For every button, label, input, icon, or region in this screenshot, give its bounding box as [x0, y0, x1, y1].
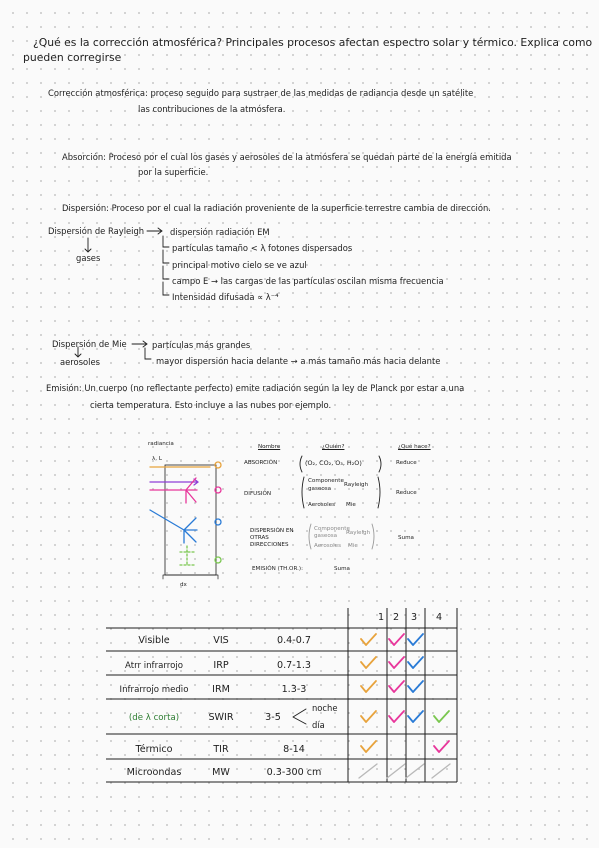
mie-sub: aerosoles — [60, 357, 100, 367]
diagram-row3-who-1b: gaseosa — [314, 533, 338, 539]
dispersion-text: Dispersión: Proceso por el cual la radiación proveniente de la superficie terrestre cambia de dirección. — [62, 203, 491, 213]
row-swir-range: 3-5 — [265, 712, 281, 723]
atmosphere-diagram — [150, 462, 221, 579]
row-tir-name: Térmico — [135, 744, 173, 755]
diagram-row2-who-2b: Mie — [346, 502, 356, 508]
swir-brace — [293, 709, 306, 724]
rayleigh-title: Dispersión de Rayleigh — [48, 226, 145, 236]
diagram-row3-name: DISPERSIÓN EN OTRAS DIRECCIONES — [250, 528, 294, 548]
check-mark-icon — [408, 634, 423, 645]
diagram-label-top: radiancia — [148, 441, 174, 447]
rayleigh-item-4: campo E → las cargas de las partículas oscilan misma frecuencia — [172, 276, 444, 286]
definition-line-1: Corrección atmosférica: proceso seguido para sustraer de las medidas de radiancia desde un satélite — [48, 88, 474, 98]
check-mark-icon — [361, 741, 376, 752]
diagram-row3-who-2b: Mie — [348, 543, 358, 549]
diagram-row1-name: ABSORCIÓN — [244, 460, 278, 466]
diagram-row1-who: (O₂, CO₂, O₃, H₂O) — [305, 459, 362, 467]
question-line-1: ¿Qué es la corrección atmosférica? Principales procesos afectan espectro solar y térmico. Explica como — [33, 36, 593, 49]
row-mw-name: Microondas — [126, 767, 182, 778]
check-mark-icon — [434, 741, 449, 752]
rayleigh-item-1: dispersión radiación EM — [170, 227, 270, 237]
row-swir-note-night: noche — [312, 703, 338, 713]
rayleigh-arrow — [147, 228, 162, 234]
mie-title: Dispersión de Mie — [52, 339, 127, 349]
check-mark-icon — [434, 711, 449, 722]
diagram-row2-who-1c: Rayleigh — [344, 482, 369, 488]
question-line-2: pueden corregirse — [23, 51, 122, 64]
checks-layer — [359, 634, 450, 778]
row-visible-range: 0.4-0.7 — [277, 635, 311, 646]
absorption-line-1: Absorción: Proceso por el cual los gases y aerosoles de la atmósfera se quedan parte de la energía emitida — [62, 152, 512, 162]
emission-line-2: cierta temperatura. Esto incluye a las nubes por ejemplo. — [90, 400, 332, 410]
diagram-label-bottom: dx — [180, 582, 187, 588]
rayleigh-down-arrow — [85, 238, 91, 252]
row-irm-name: Infrarrojo medio — [119, 685, 189, 695]
check-mark-icon — [432, 764, 450, 778]
row-tir-range: 8-14 — [283, 744, 305, 755]
diagram-row2-who-1a: Componente — [308, 478, 344, 484]
row-irp-name: Atrr infrarrojo — [124, 661, 184, 671]
diagram-row3-does: Suma — [398, 535, 414, 541]
mie-item-2: mayor dispersión hacia delante → a más tamaño más hacia delante — [156, 356, 441, 366]
col-number-2: 2 — [392, 612, 400, 623]
check-mark-icon — [406, 764, 424, 778]
mie-arrow — [132, 341, 147, 347]
diagram-row1-does: Reduce — [396, 460, 417, 466]
row-irm-range: 1.3-3 — [281, 684, 307, 695]
check-mark-icon — [408, 711, 423, 722]
row-mw-range: 0.3-300 cm — [266, 767, 322, 778]
col-number-1: 1 — [377, 612, 385, 623]
check-mark-icon — [389, 657, 404, 668]
row-irp-range: 0.7-1.3 — [277, 660, 311, 671]
row-irm-abbr: IRM — [212, 684, 230, 695]
row-irp-abbr: IRP — [213, 660, 229, 671]
check-mark-icon — [408, 657, 423, 668]
check-mark-icon — [387, 764, 405, 778]
definition-line-2: las contribuciones de la atmósfera. — [138, 104, 286, 114]
emission-line-1: Emisión: Un cuerpo (no reflectante perfecto) emite radiación según la ley de Planck por estar a una — [46, 383, 465, 393]
check-mark-icon — [389, 711, 404, 722]
rayleigh-item-2: partículas tamaño < λ fotones dispersados — [172, 243, 353, 253]
check-mark-icon — [389, 681, 404, 692]
row-swir-note-day: día — [312, 720, 325, 730]
diagram-row2-name: DIFUSIÓN — [244, 491, 272, 497]
col-number-3: 3 — [410, 612, 418, 623]
check-mark-icon — [361, 681, 376, 692]
diagram-row3-who-2a: Aerosoles — [314, 543, 342, 549]
diagram-row4-name: EMISIÓN (TH.OR.): — [252, 566, 303, 572]
diagram-row3-who-1a: Componente — [314, 526, 350, 532]
rayleigh-item-5: Intensidad difusada ∝ λ⁻⁴ — [172, 292, 279, 302]
row-swir-abbr: SWIR — [208, 712, 234, 723]
rayleigh-sub: gases — [76, 253, 101, 263]
diagram-header-who: ¿Quién? — [322, 444, 345, 450]
mie-item-1: partículas más grandes — [152, 340, 251, 350]
diagram-row2-who-2a: Aerosoles — [308, 502, 336, 508]
check-mark-icon — [361, 711, 376, 722]
diagram-row4-does: Suma — [334, 566, 350, 572]
row-tir-abbr: TIR — [213, 744, 229, 755]
diagram-row2-does: Reduce — [396, 490, 417, 496]
diagram-header-does: ¿Qué hace? — [398, 444, 431, 450]
row-visible-abbr: VIS — [213, 635, 229, 646]
check-mark-icon — [359, 764, 377, 778]
rayleigh-item-3: principal motivo cielo se ve azul — [172, 260, 307, 270]
check-mark-icon — [389, 634, 404, 645]
row-swir-name: (de λ corta) — [128, 713, 180, 723]
check-mark-icon — [408, 681, 423, 692]
col-number-4: 4 — [435, 612, 443, 623]
row-mw-abbr: MW — [212, 767, 230, 778]
diagram-row3-who-1c: Rayleigh — [346, 530, 371, 536]
check-mark-icon — [361, 634, 376, 645]
diagram-row2-who-1b: gaseosa — [308, 486, 332, 492]
row-visible-name: Visible — [138, 635, 170, 646]
check-mark-icon — [361, 657, 376, 668]
diagram-label-ref: λ, L — [152, 456, 162, 462]
diagram-header-name: Nombre — [258, 444, 281, 450]
absorption-line-2: por la superficie. — [138, 167, 209, 177]
